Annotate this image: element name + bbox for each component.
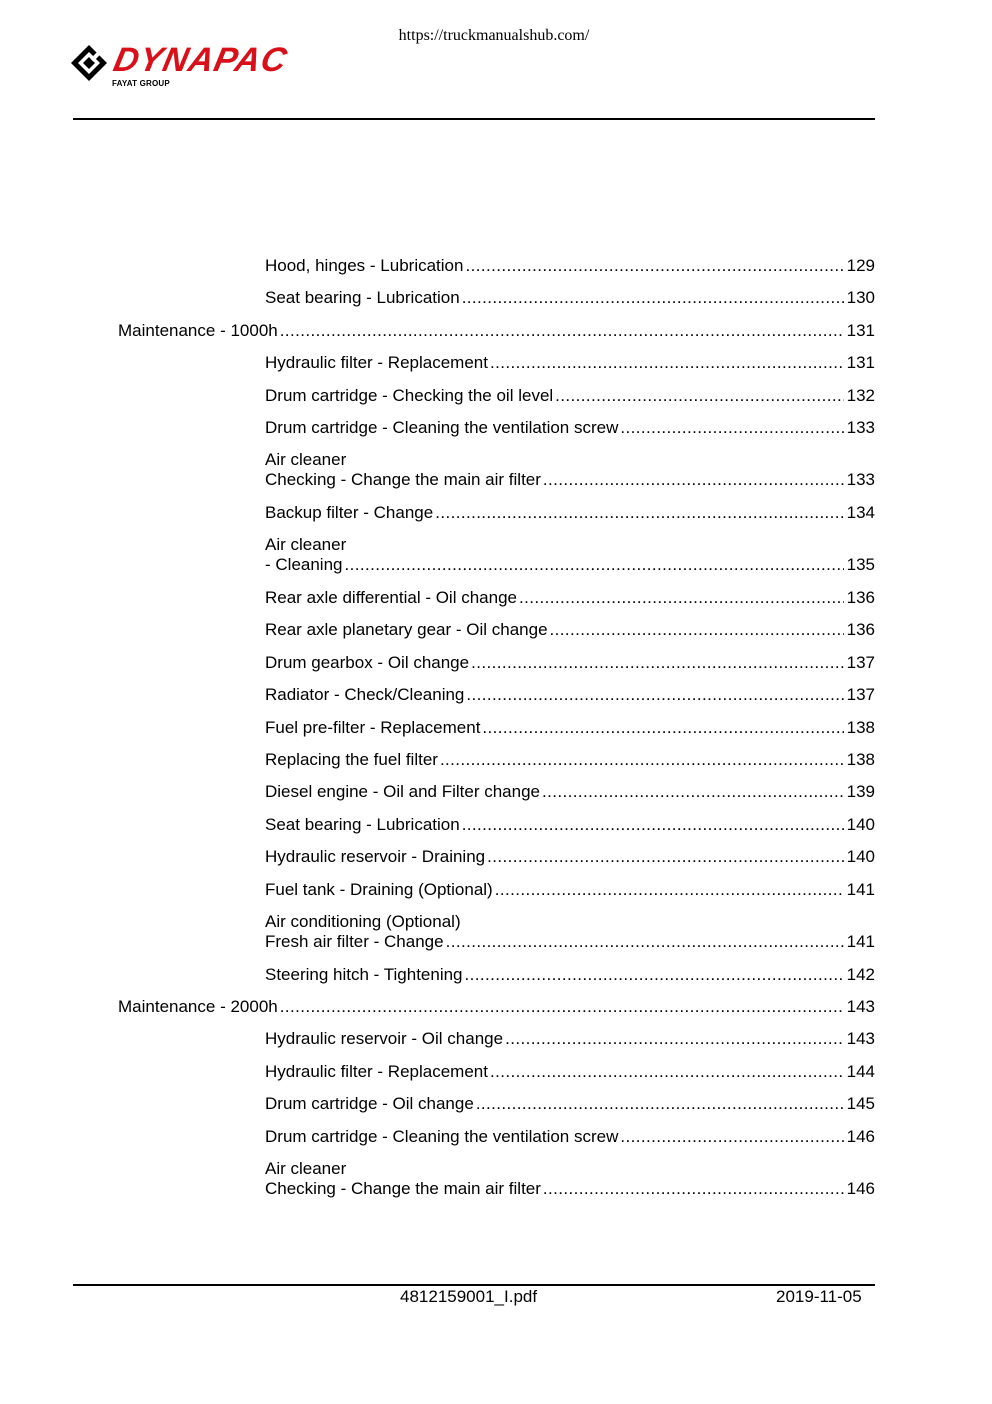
footer-date: 2019-11-05 bbox=[776, 1287, 862, 1306]
toc-leader-dots bbox=[490, 353, 844, 373]
toc-entry-title: Hydraulic reservoir - Oil change bbox=[265, 1029, 504, 1049]
toc-entry-title: Rear axle differential - Oil change bbox=[265, 588, 517, 607]
toc-leader-dots bbox=[462, 815, 844, 835]
toc-section-entry[interactable] bbox=[118, 997, 875, 1017]
footer-divider bbox=[73, 1284, 875, 1286]
toc-page-number: 138 bbox=[846, 750, 875, 769]
toc-leader-dots bbox=[465, 965, 844, 985]
toc-page-number: 141 bbox=[846, 879, 875, 899]
toc-entry[interactable] bbox=[265, 1029, 875, 1049]
toc-entry[interactable] bbox=[265, 880, 875, 900]
toc-entry[interactable] bbox=[265, 847, 875, 867]
footer-filename: 4812159001_I.pdf bbox=[400, 1287, 538, 1306]
toc-entry-title: Checking - Change the main air filter bbox=[265, 470, 541, 490]
toc-entry[interactable] bbox=[265, 750, 875, 770]
toc-page-number: 140 bbox=[846, 814, 875, 834]
toc-entry-title: Drum cartridge - Oil change bbox=[265, 1094, 474, 1114]
toc-entry-title: Backup filter - Change bbox=[265, 503, 434, 522]
toc-page-number: 146 bbox=[846, 1179, 875, 1198]
toc-page-number: 137 bbox=[846, 685, 875, 705]
toc-leader-dots bbox=[280, 321, 844, 341]
toc-page-number: 139 bbox=[846, 782, 875, 802]
header-divider bbox=[73, 118, 875, 120]
toc-section-entry[interactable] bbox=[118, 321, 875, 341]
toc-page-number: 142 bbox=[846, 964, 875, 984]
toc-page-number: 144 bbox=[846, 1061, 875, 1081]
toc-leader-dots bbox=[471, 653, 844, 673]
toc-entry-title: Drum cartridge - Cleaning the ventilation screw bbox=[265, 1126, 619, 1146]
toc-entry[interactable] bbox=[265, 1127, 875, 1147]
toc-entry[interactable] bbox=[265, 353, 875, 373]
toc-leader-dots bbox=[543, 1179, 844, 1199]
toc-entry[interactable] bbox=[265, 718, 875, 738]
toc-entry-title: Radiator - Check/Cleaning bbox=[265, 685, 465, 705]
toc-entry[interactable] bbox=[265, 685, 875, 705]
toc-leader-dots bbox=[482, 718, 843, 738]
toc-page-number: 137 bbox=[846, 652, 875, 672]
toc-entry[interactable] bbox=[265, 653, 875, 673]
toc-entry-heading: Air conditioning (Optional) bbox=[265, 912, 461, 931]
toc-page-number: 130 bbox=[846, 288, 875, 308]
toc-entry-title: Hydraulic reservoir - Draining bbox=[265, 847, 486, 867]
toc-entry[interactable] bbox=[265, 450, 875, 490]
toc-entry[interactable] bbox=[265, 1094, 875, 1114]
toc-entry-heading: Air cleaner bbox=[265, 450, 347, 470]
toc-page-number: 129 bbox=[846, 256, 875, 275]
toc-entry[interactable] bbox=[265, 620, 875, 640]
toc-entry-title: Seat bearing - Lubrication bbox=[265, 814, 460, 834]
toc-entry[interactable] bbox=[265, 965, 875, 985]
dynapac-diamond-logo-icon bbox=[70, 44, 108, 82]
toc-leader-dots bbox=[550, 620, 844, 640]
toc-page-number: 131 bbox=[846, 320, 875, 340]
toc-entry[interactable] bbox=[265, 535, 875, 575]
toc-entry[interactable] bbox=[265, 288, 875, 308]
toc-entry-title: Hood, hinges - Lubrication bbox=[265, 256, 464, 275]
toc-page-number: 134 bbox=[846, 503, 875, 522]
toc-leader-dots bbox=[440, 750, 844, 770]
toc-leader-dots bbox=[476, 1094, 844, 1114]
toc-leader-dots bbox=[620, 418, 843, 438]
toc-page-number: 146 bbox=[846, 1126, 875, 1146]
toc-page-number: 135 bbox=[846, 555, 875, 575]
toc-entry-title: Hydraulic filter - Replacement bbox=[265, 353, 488, 373]
toc-entry-heading: Air cleaner bbox=[265, 1159, 347, 1178]
toc-leader-dots bbox=[543, 470, 844, 490]
toc-entry[interactable] bbox=[265, 386, 875, 406]
toc-page-number: 136 bbox=[846, 620, 875, 640]
toc-entry-title: - Cleaning bbox=[265, 555, 343, 575]
toc-leader-dots bbox=[462, 288, 844, 308]
toc-entry-title: Maintenance - 2000h bbox=[118, 997, 278, 1016]
toc-entry-title: Fresh air filter - Change bbox=[265, 932, 444, 951]
toc-entry[interactable] bbox=[265, 1062, 875, 1082]
toc-entry[interactable] bbox=[265, 782, 875, 802]
toc-entry-title: Hydraulic filter - Replacement bbox=[265, 1061, 488, 1081]
toc-page-number: 143 bbox=[846, 1029, 875, 1049]
dynapac-logo bbox=[70, 41, 370, 90]
toc-entry-title: Replacing the fuel filter bbox=[265, 750, 438, 769]
toc-page-number: 131 bbox=[846, 353, 875, 373]
toc-page-number: 141 bbox=[846, 932, 875, 951]
toc-entry-title: Steering hitch - Tightening bbox=[265, 964, 463, 984]
toc-entry[interactable] bbox=[265, 815, 875, 835]
toc-leader-dots bbox=[345, 555, 844, 575]
toc-entry-title: Diesel engine - Oil and Filter change bbox=[265, 782, 540, 802]
toc-entry[interactable] bbox=[265, 503, 875, 523]
toc-page-number: 133 bbox=[846, 470, 875, 490]
toc-leader-dots bbox=[435, 503, 843, 523]
toc-leader-dots bbox=[505, 1029, 844, 1049]
toc-leader-dots bbox=[465, 256, 843, 276]
toc-entry-title: Seat bearing - Lubrication bbox=[265, 288, 460, 308]
logo-tagline: FAYAT GROUP bbox=[112, 79, 170, 88]
toc-entry-title: Fuel tank - Draining (Optional) bbox=[265, 879, 493, 899]
toc-leader-dots bbox=[519, 588, 844, 608]
toc-page-number: 145 bbox=[846, 1094, 875, 1114]
toc-entry-title: Fuel pre-filter - Replacement bbox=[265, 717, 481, 737]
toc-page-number: 136 bbox=[846, 588, 875, 607]
toc-entry[interactable] bbox=[265, 418, 875, 438]
toc-entry-title: Drum cartridge - Checking the oil level bbox=[265, 385, 554, 405]
toc-entry[interactable] bbox=[265, 256, 875, 276]
toc-leader-dots bbox=[555, 386, 843, 406]
toc-entry-title: Checking - Change the main air filter bbox=[265, 1179, 541, 1198]
toc-entry-title: Rear axle planetary gear - Oil change bbox=[265, 620, 548, 640]
toc-leader-dots bbox=[620, 1127, 843, 1147]
toc-page-number: 143 bbox=[846, 997, 875, 1016]
toc-page-number: 133 bbox=[846, 418, 875, 437]
toc-leader-dots bbox=[490, 1062, 844, 1082]
toc-entry-title: Maintenance - 1000h bbox=[118, 320, 278, 340]
toc-leader-dots bbox=[542, 782, 844, 802]
toc-entry[interactable] bbox=[265, 912, 875, 952]
toc-leader-dots bbox=[446, 932, 844, 952]
toc-leader-dots bbox=[495, 880, 844, 900]
toc-entry-title: Drum gearbox - Oil change bbox=[265, 652, 470, 672]
toc-page-number: 138 bbox=[846, 717, 875, 737]
toc-entry[interactable] bbox=[265, 1159, 875, 1199]
toc-entry[interactable] bbox=[265, 588, 875, 608]
toc-entry-heading: Air cleaner bbox=[265, 535, 347, 555]
logo-wordmark: DYNAPAC bbox=[110, 41, 291, 79]
toc-leader-dots bbox=[487, 847, 844, 867]
source-url[interactable]: https://truckmanualshub.com/ bbox=[398, 27, 590, 44]
toc-leader-dots bbox=[280, 997, 844, 1017]
toc-leader-dots bbox=[466, 685, 843, 705]
toc-page-number: 132 bbox=[846, 385, 875, 405]
toc-page-number: 140 bbox=[846, 847, 875, 867]
toc-entry-title: Drum cartridge - Cleaning the ventilation screw bbox=[265, 418, 619, 437]
